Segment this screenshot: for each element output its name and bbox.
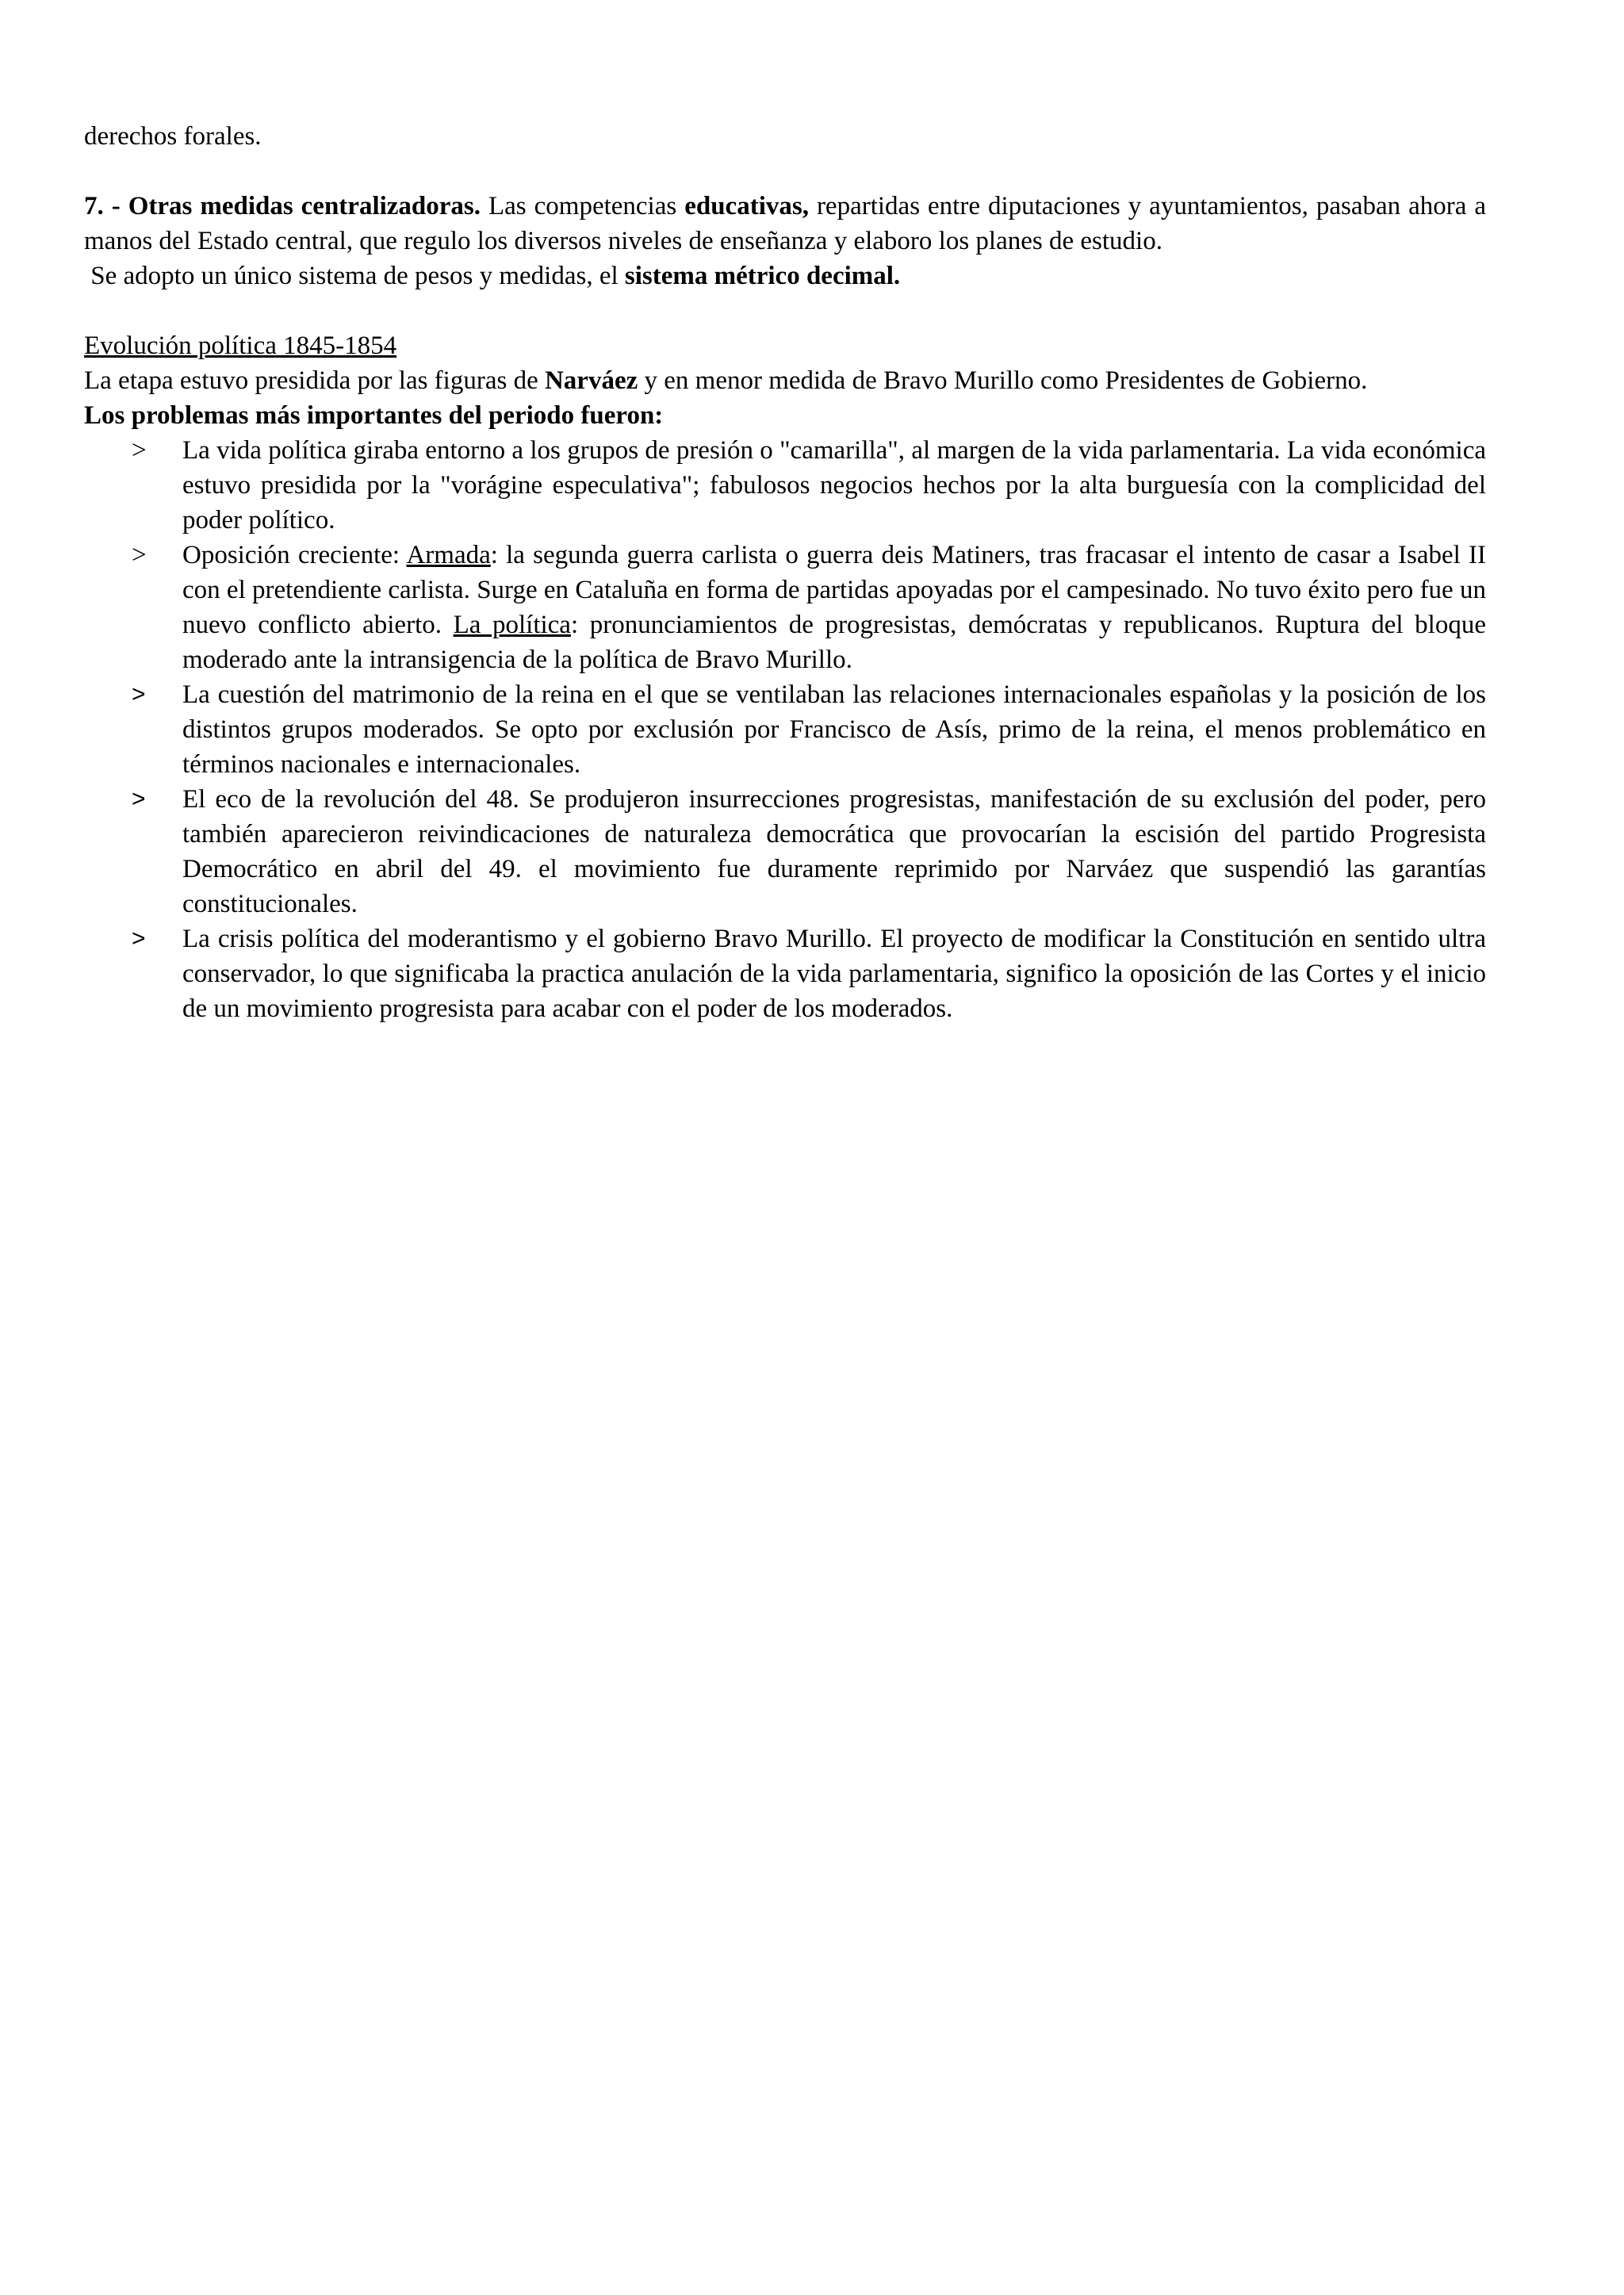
bullet-marker: >	[132, 541, 147, 569]
section-7-number: 7. -	[84, 192, 121, 220]
bullet-marker: >	[132, 436, 147, 465]
underlined-term-armada: Armada	[406, 541, 491, 569]
list-item	[84, 782, 1486, 921]
section-7-text-cont: repartidas entre diputaciones y ayuntamientos, pasaban ahora a manos del Estado central, que regulo los diversos niveles de enseñanza y elaboro los planes de estudio.	[84, 192, 1487, 255]
evolucion-paragraph	[84, 363, 1486, 398]
section-7-text: Las competencias	[488, 192, 677, 220]
bullet-marker: >	[132, 786, 146, 812]
document-page	[84, 119, 1486, 1026]
list-item-text-end: : pronunciamientos de progresistas, demócratas y republicanos. Ruptura del bloque moderado ante la intransigencia de la política de Bravo Murillo.	[182, 611, 1487, 674]
section-7-paragraph	[84, 189, 1486, 259]
evolucion-heading	[84, 328, 1486, 363]
list-item-text: Oposición creciente:	[182, 541, 400, 569]
list-item-text: La cuestión del matrimonio de la reina en el que se ventilaban las relaciones internacionales españolas y la posición de los distintos grupos moderados. Se opto por exclusión por Francisco de Asís, primo de la reina, el menos problemático en términos nacionales e internacionales.	[182, 680, 1486, 779]
measures-bold: sistema métrico decimal.	[624, 262, 901, 290]
evolucion-text: La etapa estuvo presidida por las figuras de	[84, 366, 538, 395]
underlined-term-politica: La política	[453, 611, 571, 639]
intro-line: derechos forales.	[84, 122, 262, 151]
problems-heading: Los problemas más importantes del periodo fueron:	[84, 401, 664, 430]
section-7-title: Otras medidas centralizadoras.	[128, 192, 481, 220]
problems-list	[84, 433, 1486, 1026]
evolucion-heading-text: Evolución política 1845-1854	[84, 331, 397, 360]
spacer	[84, 293, 1486, 328]
section-7-bold-word: educativas,	[684, 192, 809, 220]
list-item-text-cont: : la segunda guerra carlista o guerra deis Matiners, tras fracasar el intento de casar a Isabel II con el pretendiente carlista. Surge en Cataluña en forma de partidas apoyadas por el campesinado. No tuvo éxito pero fue un nuevo conflicto abierto.	[182, 541, 1486, 639]
measures-text: Se adopto un único sistema de pesos y medidas, el	[90, 262, 619, 290]
spacer	[84, 154, 1486, 189]
list-item-text: El eco de la revolución del 48. Se produjeron insurrecciones progresistas, manifestación de su exclusión del poder, pero también aparecieron reivindicaciones de naturaleza democrática que provocarían la escisión del partido Progresista Democrático en abril del 49. el movimiento fue duramente reprimido por Narváez que suspendió las garantías constitucionales.	[182, 785, 1486, 918]
list-item	[84, 921, 1486, 1026]
list-item-text: La vida política giraba entorno a los grupos de presión o "camarilla", al margen de la vida parlamentaria. La vida económica estuvo presidida por la "vorágine especulativa"; fabulosos negocios hechos por la alta burguesía con la complicidad del poder político.	[182, 436, 1486, 534]
evolucion-text-cont: y en menor medida de Bravo Murillo como Presidentes de Gobierno.	[644, 366, 1368, 395]
list-item	[84, 433, 1486, 538]
bullet-marker: >	[132, 925, 146, 952]
list-item	[84, 538, 1486, 677]
list-item	[84, 677, 1486, 782]
evolucion-bold-name: Narváez	[544, 366, 638, 395]
section-7-measures-line	[84, 259, 1486, 293]
list-item-text: La crisis política del moderantismo y el gobierno Bravo Murillo. El proyecto de modificar la Constitución en sentido ultra conservador, lo que significaba la practica anulación de la vida parlamentaria, significo la oposición de las Cortes y el inicio de un movimiento progresista para acabar con el poder de los moderados.	[182, 925, 1486, 1023]
bullet-marker: >	[132, 681, 146, 707]
